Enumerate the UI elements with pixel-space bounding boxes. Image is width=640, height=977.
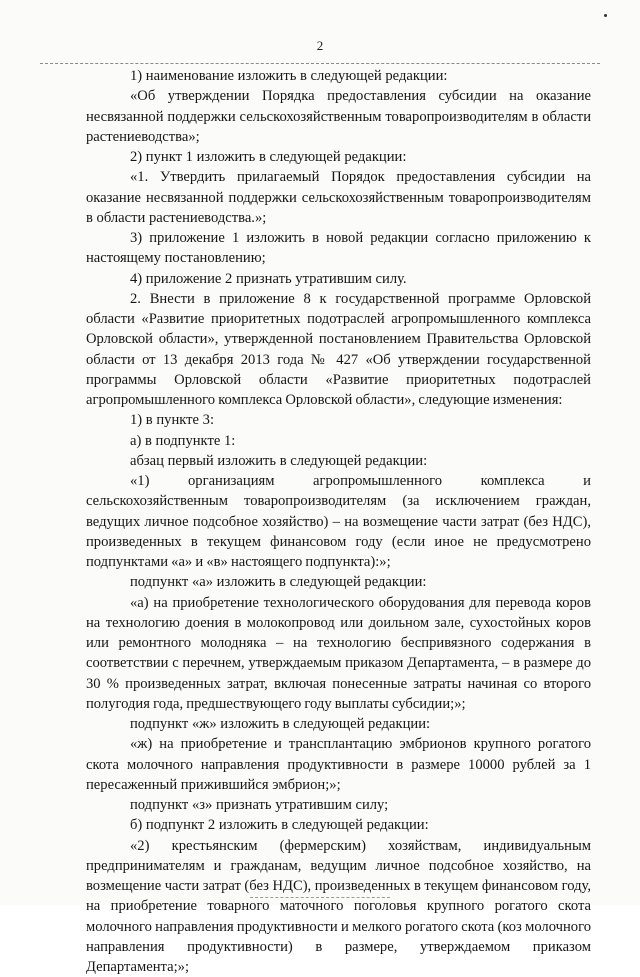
paragraph: 2. Внести в приложение 8 к государственной программе Орловской области «Развитие приоритетных подотраслей агропромышленного комплекса Орловской области», утвержденной постановлением Правительства Орловской области от 13 декабря 2013 года № 427 «Об утверждении государственной программы Орловской области «Развитие приоритетных подотраслей агропромышленного комплекса Орловской области», следующие изменения: — [86, 289, 591, 411]
scan-speck — [604, 14, 607, 17]
paragraph: 3) приложение 1 изложить в новой редакции согласно приложению к настоящему постановлению; — [86, 228, 591, 269]
paragraph: подпункт «ж» изложить в следующей редакции: — [86, 714, 591, 734]
paragraph: 4) приложение 2 признать утратившим силу. — [86, 269, 591, 289]
paragraph: б) подпункт 2 изложить в следующей редакции: — [86, 815, 591, 835]
paragraph: 1) наименование изложить в следующей редакции: — [86, 66, 591, 86]
paragraph: 2) пункт 1 изложить в следующей редакции: — [86, 147, 591, 167]
paragraph: абзац первый изложить в следующей редакции: — [86, 451, 591, 471]
page-number: 2 — [0, 38, 640, 54]
paragraph: подпункт «а» изложить в следующей редакции: — [86, 572, 591, 592]
document-body — [86, 66, 591, 977]
paragraph: 1) в пункте 3: — [86, 410, 591, 430]
header-divider — [40, 63, 600, 64]
footer-divider — [250, 897, 390, 898]
paragraph: «1. Утвердить прилагаемый Порядок предоставления субсидии на оказание несвязанной поддержки сельскохозяйственным товаропроизводителям в области растениеводства.»; — [86, 167, 591, 228]
paragraph: «ж) на приобретение и трансплантацию эмбрионов крупного рогатого скота молочного направления продуктивности в размере 10000 рублей за 1 пересаженный прижившийся эмбрион;»; — [86, 734, 591, 795]
paragraph: подпункт «з» признать утратившим силу; — [86, 795, 591, 815]
paragraph: «а) на приобретение технологического оборудования для перевода коров на технологию доения в молокопровод или доильном зале, сухостойных коров или ремонтного молодняка – на технологию беспривязного содержания в соответствии с перечнем, утверждаемым приказом Департамента, – в размере до 30 % произведенных затрат, включая понесенные затраты начиная со второго полугодия года, предшествующего году выплаты субсидии;»; — [86, 593, 591, 715]
paragraph: «2) крестьянским (фермерским) хозяйствам, индивидуальным предпринимателям и гражданам, ведущим личное подсобное хозяйство, на возмещение части затрат (без НДС), произведенных в текущем финансовом году, на приобретение товарного маточного поголовья крупного рогатого скота молочного направления продуктивности и мелкого рогатого скота (коз молочного направления продуктивности) в размере, утверждаемом приказом Департамента;»; — [86, 836, 591, 977]
paragraph: а) в подпункте 1: — [86, 431, 591, 451]
paragraph: «1) организациям агропромышленного комплекса и сельскохозяйственным товаропроизводителям (за исключением граждан, ведущих личное подсобное хозяйство) – на возмещение части затрат (без НДС), произведенных в текущем финансовом году (если иное не предусмотрено подпунктами «а» и «в» настоящего подпункта):»; — [86, 471, 591, 572]
paragraph: «Об утверждении Порядка предоставления субсидии на оказание несвязанной поддержки сельскохозяйственным товаропроизводителям в области растениеводства»; — [86, 86, 591, 147]
